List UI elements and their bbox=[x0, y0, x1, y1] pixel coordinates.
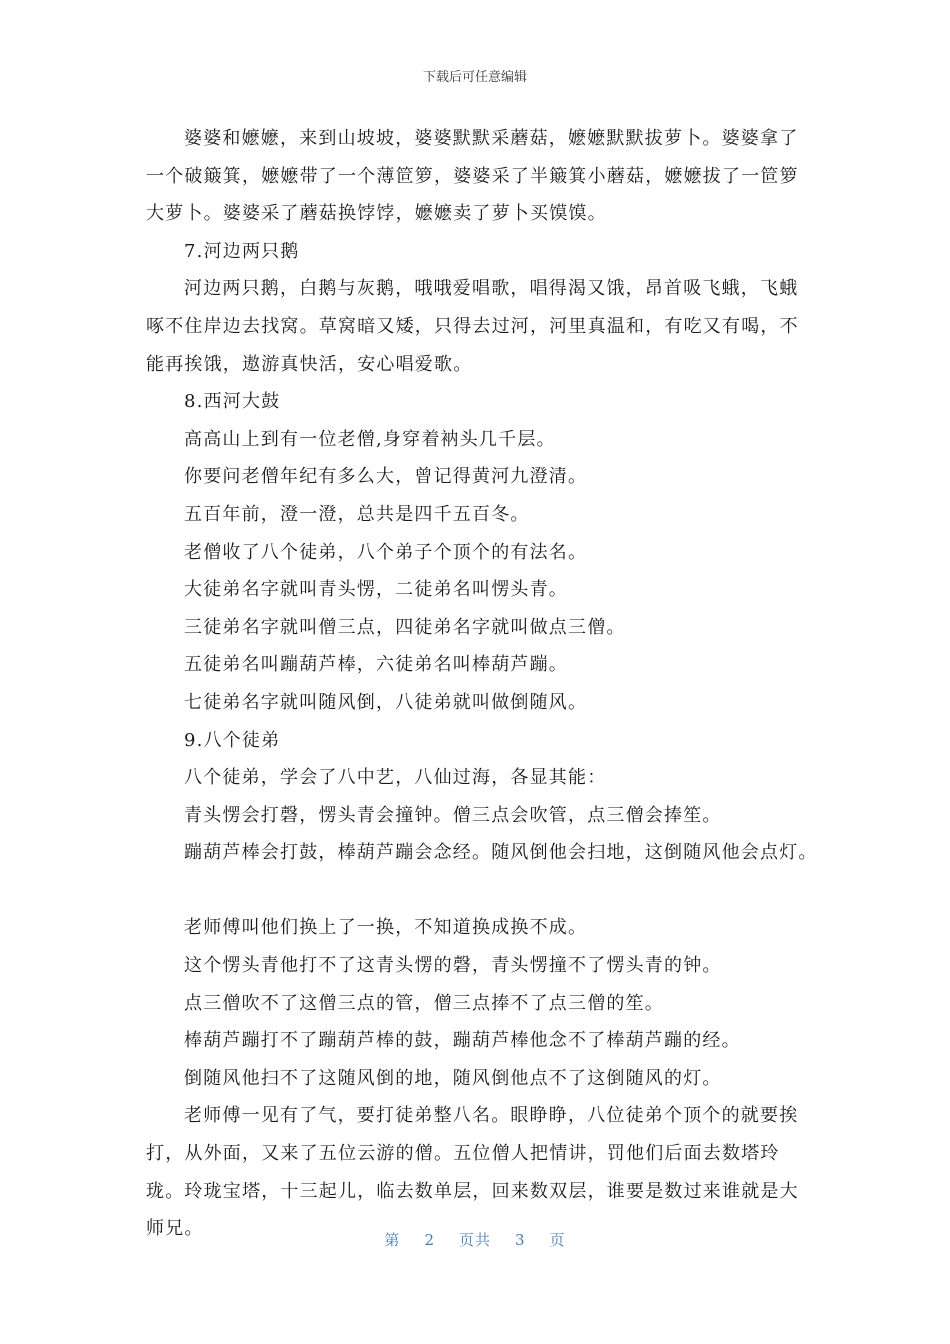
total-page-number: 3 bbox=[515, 1231, 526, 1249]
paragraph: 老师傅一见有了气，要打徒弟整八名。眼睁睁，八位徒弟个顶个的就要挨打，从外面，又来了五位云游的僧。五位僧人把情讲，罚他们后面去数塔玲珑。玲珑宝塔，十三起儿，临去数单层，回来数双层，谁要是数过来谁就是大师兄。 bbox=[146, 1105, 799, 1240]
paragraph: 7.河边两只鹅 bbox=[184, 240, 300, 262]
paragraph: 七徒弟名字就叫随风倒，八徒弟就叫做倒随风。 bbox=[184, 691, 588, 713]
footer-middle: 页共 bbox=[458, 1231, 491, 1249]
paragraph bbox=[146, 872, 810, 910]
paragraph: 这个愣头青他打不了这青头愣的磬，青头愣撞不了愣头青的钟。 bbox=[184, 955, 722, 977]
current-page-number: 2 bbox=[424, 1231, 435, 1249]
paragraph: 高高山上到有一位老僧,身穿着衲头几千层。 bbox=[184, 428, 556, 450]
footer-suffix: 页 bbox=[549, 1231, 566, 1249]
page-footer bbox=[0, 1229, 950, 1250]
footer-prefix: 第 bbox=[384, 1231, 401, 1249]
paragraph: 倒随风他扫不了这随风倒的地，随风倒他点不了这倒随风的灯。 bbox=[184, 1067, 722, 1089]
paragraph: 婆婆和嬷嬷，来到山坡坡，婆婆默默采蘑菇，嬷嬷默默拔萝卜。婆婆拿了一个破簸箕，嬷嬷带了一个薄笸箩，婆婆采了半簸箕小蘑菇，嬷嬷拔了一笸箩大萝卜。婆婆采了蘑菇换饽饽，嬷嬷卖了萝卜买馍馍。 bbox=[146, 128, 799, 225]
paragraph: 五百年前，澄一澄，总共是四千五百冬。 bbox=[184, 503, 530, 525]
paragraph: 老师傅叫他们换上了一换，不知道换成换不成。 bbox=[184, 917, 588, 939]
paragraph: 大徒弟名字就叫青头愣，二徒弟名叫愣头青。 bbox=[184, 579, 568, 601]
paragraph: 河边两只鹅，白鹅与灰鹅，哦哦爱唱歌，唱得渴又饿，昂首吸飞蛾，飞蛾啄不住岸边去找窝。草窝暗又矮，只得去过河，河里真温和，有吃又有喝，不能再挨饿，遨游真快活，安心唱爱歌。 bbox=[146, 278, 799, 375]
document-body bbox=[146, 120, 818, 1248]
paragraph: 青头愣会打磬，愣头青会撞钟。僧三点会吹管，点三僧会捧笙。 bbox=[184, 804, 722, 826]
paragraph: 三徒弟名字就叫僧三点，四徒弟名字就叫做点三僧。 bbox=[184, 616, 626, 638]
paragraph: 老僧收了八个徒弟，八个弟子个顶个的有法名。 bbox=[184, 541, 588, 563]
paragraph: 蹦葫芦棒会打鼓，棒葫芦蹦会念经。随风倒他会扫地，这倒随风他会点灯。 bbox=[184, 842, 818, 864]
paragraph: 你要问老僧年纪有多么大，曾记得黄河九澄清。 bbox=[184, 466, 588, 488]
paragraph: 八个徒弟，学会了八中艺，八仙过海，各显其能： bbox=[184, 767, 607, 789]
page-header: 下载后可任意编辑 bbox=[422, 70, 527, 85]
paragraph: 8.西河大鼓 bbox=[184, 391, 281, 413]
paragraph: 五徒弟名叫蹦葫芦棒，六徒弟名叫棒葫芦蹦。 bbox=[184, 654, 568, 676]
paragraph: 棒葫芦蹦打不了蹦葫芦棒的鼓，蹦葫芦棒他念不了棒葫芦蹦的经。 bbox=[184, 1030, 741, 1052]
paragraph: 9.八个徒弟 bbox=[184, 729, 281, 751]
paragraph: 点三僧吹不了这僧三点的管，僧三点捧不了点三僧的笙。 bbox=[184, 992, 664, 1014]
